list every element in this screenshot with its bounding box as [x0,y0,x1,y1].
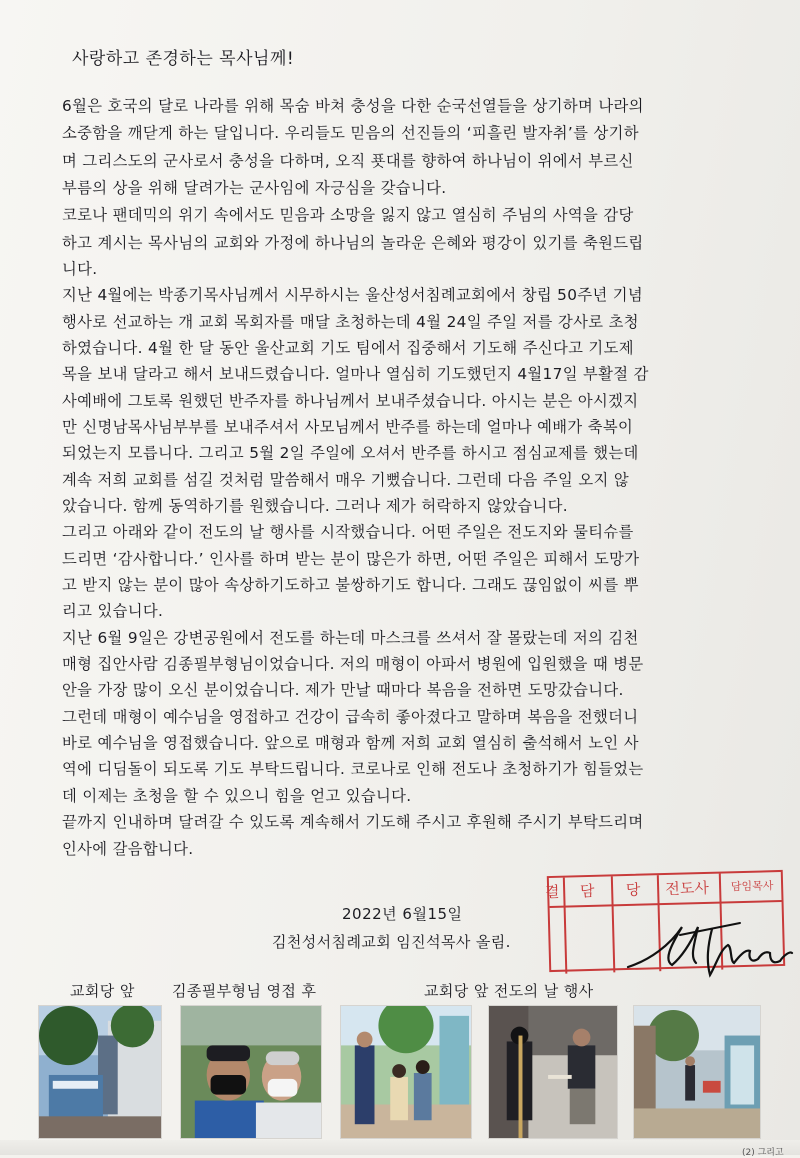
letter-line: 지난 4월에는 박종기목사님께서 시무하시는 울산성서침례교회에서 창립 50주년 기념 [62,286,644,304]
letter-line: 6월은 호국의 달로 나라를 위해 목숨 바쳐 충성을 다한 순국선열들을 상기하며 나라의 [62,97,644,115]
letter-line: 니다. [62,260,98,278]
letter-date: 2022년 6월15일 [342,905,463,923]
stamp-cell-approval: 결 [544,882,560,902]
letter-line: 인사에 갈음합니다. [62,840,194,858]
letter-line: 리고 있습니다. [62,602,164,620]
photo-evangelism-handing [488,1005,618,1139]
caption-church-front: 교회당 앞 [70,982,135,1000]
caption-evangelism-day: 교회당 앞 전도의 날 행사 [424,982,594,1000]
handwritten-signature [620,905,800,985]
stamp-cell-dam: 담 [579,881,595,901]
letter-line: 사예배에 그토록 원했던 반주자를 하나님께서 보내주셨습니다. 아시는 분은 아시겠지 [62,392,639,410]
letter-line: 역에 디딤돌이 되도록 기도 부탁드립니다. 코로나로 인해 전도나 초청하기가 힘들었는 [62,760,644,778]
letter-line: 드리면 ‘감사합니다.’ 인사를 하며 받는 분이 많은가 하면, 어떤 주일은 피해서 도망가 [62,550,640,568]
letter-line: 코로나 팬데믹의 위기 속에서도 믿음과 소망을 잃지 않고 열심히 주님의 사역을 감당 [62,206,634,224]
photo-selfie [180,1005,322,1139]
letter-line: 하고 계시는 목사님의 교회와 가정에 하나님의 놀라운 은혜와 평강이 있기를 축원드립 [62,234,644,252]
letter-line: 안을 가장 많이 오신 분이었습니다. 제가 만날 때마다 복음을 전하면 도망갔습니다. [62,681,624,699]
letter-line: 그리고 아래와 같이 전도의 날 행사를 시작했습니다. 어떤 주일은 전도지와 물티슈를 [62,523,634,541]
letter-line: 았습니다. 함께 동역하기를 원했습니다. 그러나 제가 허락하지 않았습니다. [62,497,568,515]
letter-salutation: 사랑하고 존경하는 목사님께! [72,49,295,69]
letter-line: 바로 예수님을 영접했습니다. 앞으로 매형과 함께 저희 교회 열심히 출석해서 노인 사 [62,734,639,752]
letter-line: 데 이제는 초청을 할 수 있으니 힘을 얻고 있습니다. [62,787,412,805]
photo-evangelism-alley [633,1005,761,1139]
letter-line: 고 받지 않는 분이 많아 속상하기도하고 불쌍하기도 합니다. 그래도 끊임없이 씨를 뿌 [62,576,639,594]
letter-line: 만 신명남목사님부부를 보내주셔서 사모님께서 반주를 하는데 얼마나 예배가 축복이 [62,418,634,436]
letter-line: 끝까지 인내하며 달려갈 수 있도록 계속해서 기도해 주시고 후원해 주시기 부탁드리며 [62,813,644,831]
letter-line: 행사로 선교하는 개 교회 목회자를 매달 초청하는데 4월 24일 주일 저를 강사로 초청 [62,313,639,331]
letter-line: 그런데 매형이 예수님을 영접하고 건강이 급속히 좋아졌다고 말하며 복음을 전했더니 [62,708,639,726]
letter-line: 지난 6월 9일은 강변공원에서 전도를 하는데 마스크를 쓰셔서 잘 몰랐는데 저의 김천 [62,629,639,647]
letter-sender: 김천성서침례교회 임진석목사 올림. [272,933,511,951]
letter-line: 며 그리스도의 군사로서 충성을 다하며, 오직 푯대를 향하여 하나님이 위에서 부르신 [62,152,634,170]
letter-line: 하였습니다. 4월 한 달 동안 울산교회 기도 팀에서 집중해서 기도해 주신다고 기도제 [62,339,634,357]
letter-line: 계속 저희 교회를 섬길 것처럼 말씀해서 매우 기뻤습니다. 그런데 다음 주일 오지 않 [62,471,629,489]
photo-church-building [38,1005,162,1139]
letter-line: 되었는지 모릅니다. 그리고 5월 2일 주일에 오셔서 반주를 하시고 점심교제를 했는데 [62,444,639,462]
letter-line: 목을 보내 달라고 해서 보내드렸습니다. 얼마나 열심히 기도했던지 4월17일 부활절 감 [62,365,649,383]
photo-evangelism-women [340,1005,472,1139]
letter-line: 부름의 상을 위해 달려가는 군사임에 자긍심을 갖습니다. [62,179,447,197]
letter-line: 소중함을 깨닫게 하는 달입니다. 우리들도 믿음의 선진들의 ‘피흘린 발자취’를 상기하 [62,124,639,142]
letter-line: 매형 집안사람 김종필부형님이었습니다. 저의 매형이 아파서 병원에 입원했을 때 병문 [62,655,644,673]
stamp-cell-evangelist: 전도사 [665,878,710,899]
caption-after-acceptance: 김종필부형님 영접 후 [172,982,317,1000]
stamp-cell-senior-pastor: 담임목사 [730,879,774,894]
page-number: (2) 그리고 [742,1148,784,1158]
page-bottom-edge [0,1140,800,1155]
stamp-cell-dang: 당 [625,880,641,900]
